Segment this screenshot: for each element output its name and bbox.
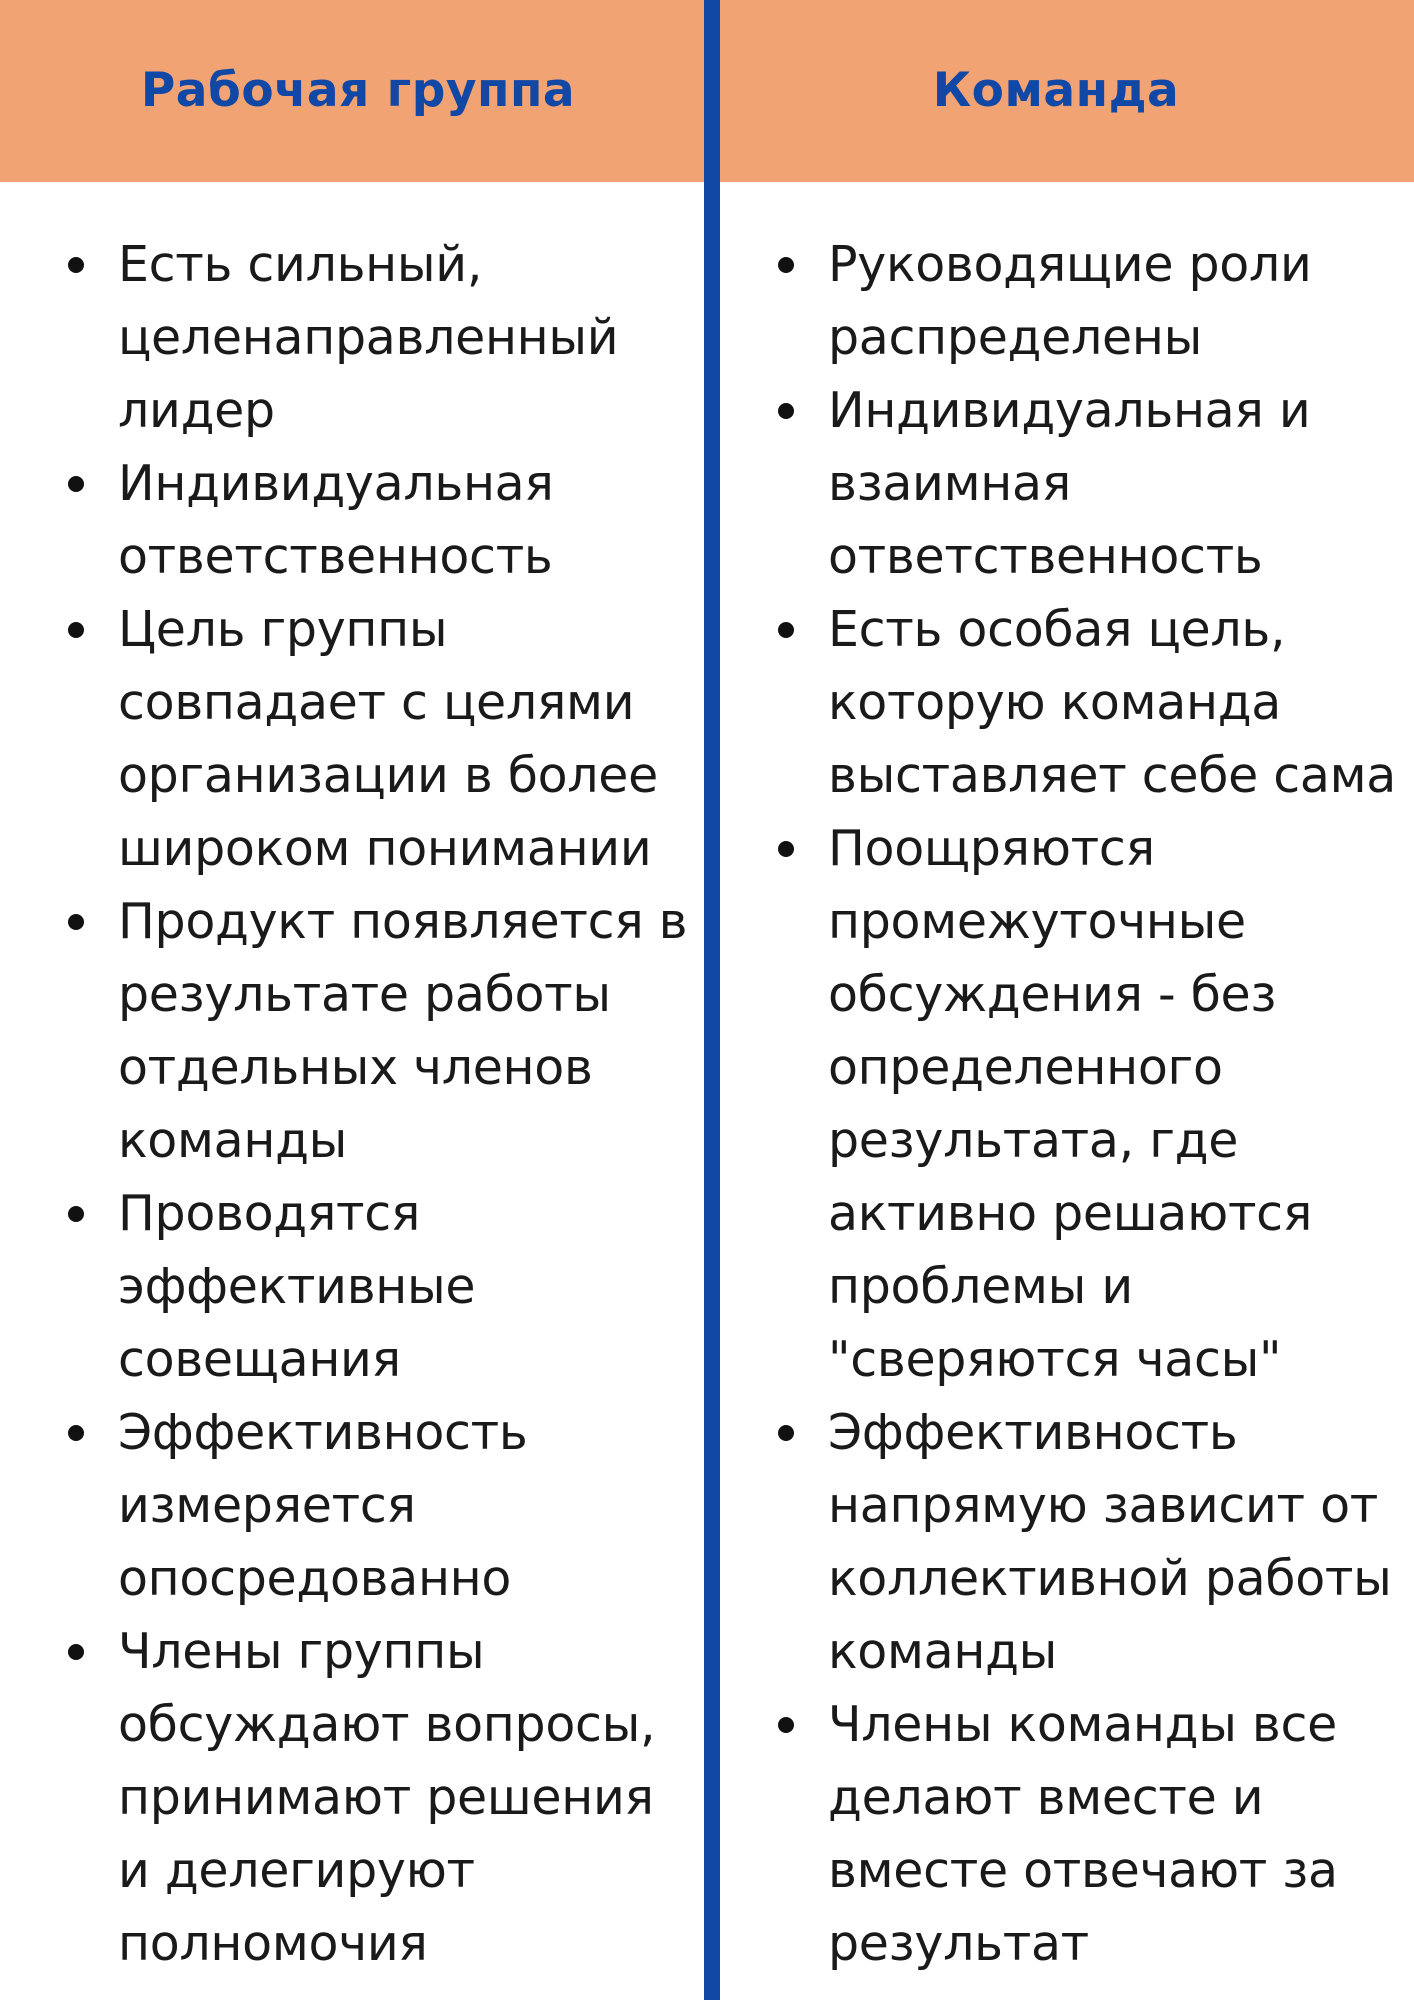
list-item [62,885,688,1177]
list-item-text: совещания [118,1331,401,1388]
list-item [62,1396,682,1615]
list-item-text: "сверяются часы" [828,1331,1282,1388]
list-item [62,228,682,447]
list-item-text: эффективные [118,1258,476,1315]
list-item [62,447,682,593]
list-item [62,1615,682,1980]
bullet-icon [778,622,794,638]
bullet-icon [778,1717,794,1733]
list-item [772,1688,1412,1980]
list-item [772,593,1412,812]
list-item-text: измеряется [118,1477,416,1534]
list-item-text: Индивидуальная и [828,382,1311,439]
list-item-text: выставляет себе сама [828,747,1397,804]
list-item-text: отдельных членов [118,1039,593,1096]
list-item-text: Члены команды все [828,1696,1337,1753]
list-item-text: ответственность [118,528,553,585]
list-team [772,228,1412,1980]
list-item [62,593,682,885]
list-item-text: Поощряются [828,820,1155,877]
list-item [772,374,1412,593]
bullet-icon [68,1425,84,1441]
list-item-text: Проводятся [118,1185,421,1242]
bullet-icon [68,476,84,492]
list-item-text: Есть особая цель, [828,601,1286,658]
list-item-text: результат [828,1915,1089,1972]
list-item-text: результата, где [828,1112,1239,1169]
list-item-text: напрямую зависит от [828,1477,1379,1534]
list-item-text: лидер [118,382,275,439]
list-item-text: полномочия [118,1915,428,1972]
bullet-icon [778,403,794,419]
list-item-text: команды [828,1623,1058,1680]
list-item-text: опосредованно [118,1550,512,1607]
bullet-icon [68,257,84,273]
list-item [772,228,1412,374]
list-item-text: распределены [828,309,1202,366]
column-divider [704,0,720,2000]
column-team [720,0,1414,2000]
column-working-group [0,0,704,2000]
list-item-text: Эффективность [118,1404,528,1461]
list-item-text: делают вместе и [828,1769,1264,1826]
list-item-text: определенного [828,1039,1223,1096]
column-title-team: Команда [932,62,1180,118]
list-item-text: Продукт появляется в [118,893,688,950]
list-item-text: Члены группы [118,1623,485,1680]
bullet-icon [778,257,794,273]
bullet-icon [778,841,794,857]
list-item-text: организации в более [118,747,658,804]
list-item-text: взаимная [828,455,1071,512]
list-item-text: активно решаются [828,1185,1313,1242]
list-item [62,1177,682,1396]
list-item-text: Есть сильный, [118,236,483,293]
list-item-text: промежуточные [828,893,1246,950]
list-item-text: широком понимании [118,820,652,877]
list-item-text: Цель группы [118,601,448,658]
list-item-text: вместе отвечают за [828,1842,1338,1899]
bullet-icon [68,1206,84,1222]
list-item-text: которую команда [828,674,1282,731]
list-item-text: коллективной работы [828,1550,1392,1607]
list-item-text: и делегируют [118,1842,475,1899]
bullet-icon [68,622,84,638]
list-item-text: проблемы и [828,1258,1133,1315]
list-item-text: целенаправленный [118,309,619,366]
list-item [772,812,1412,1396]
bullet-icon [68,1644,84,1660]
list-working-group [62,228,688,1980]
list-item-text: обсуждают вопросы, [118,1696,656,1753]
list-item [772,1396,1412,1688]
list-item-text: команды [118,1112,348,1169]
list-item-text: Руководящие роли [828,236,1312,293]
list-item-text: совпадает с целями [118,674,635,731]
list-item-text: обсуждения - без [828,966,1277,1023]
list-item-text: Эффективность [828,1404,1238,1461]
list-item-text: результате работы [118,966,611,1023]
bullet-icon [778,1425,794,1441]
bullet-icon [68,914,84,930]
list-item-text: Индивидуальная [118,455,554,512]
column-title-working-group: Рабочая группа [140,62,576,118]
list-item-text: ответственность [828,528,1263,585]
list-item-text: принимают решения [118,1769,654,1826]
